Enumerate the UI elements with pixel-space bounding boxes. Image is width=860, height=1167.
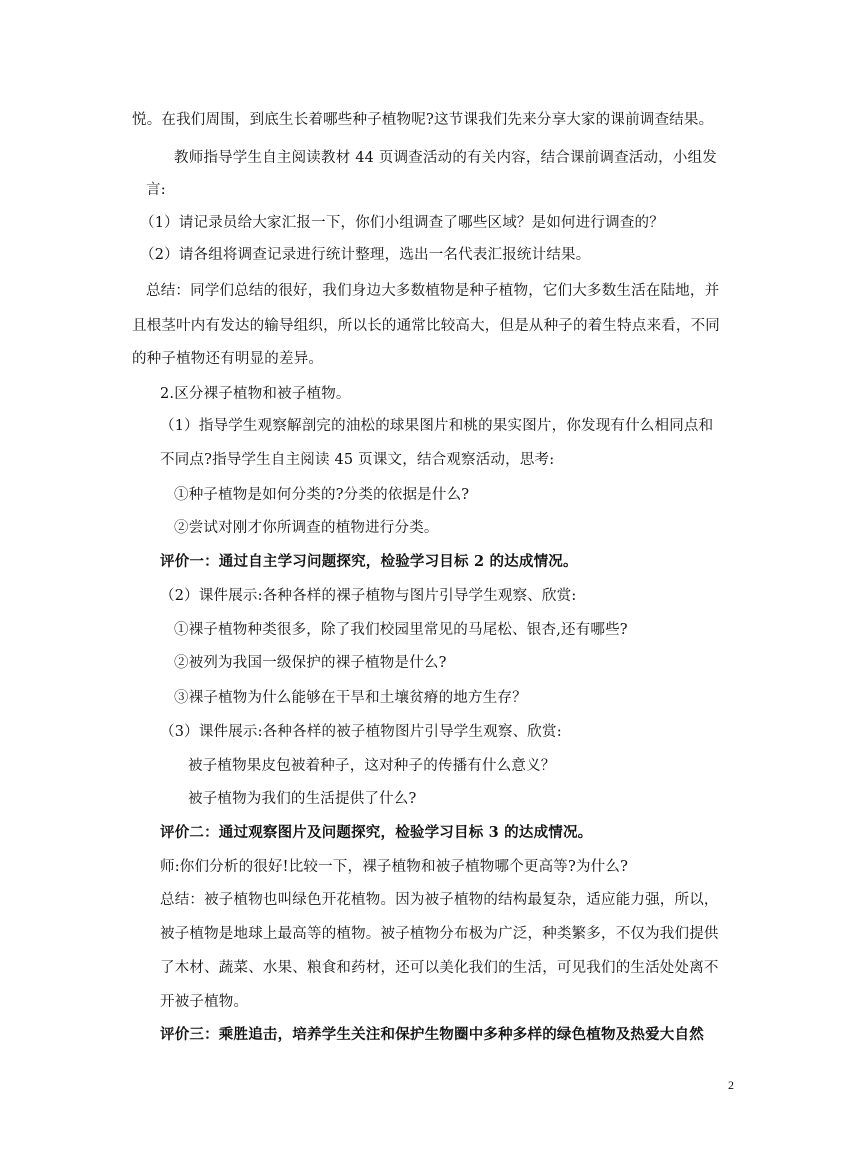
text-line: 总结：同学们总结的很好，我们身边大多数植物是种子植物，它们大多数生活在陆地，并 (146, 283, 720, 299)
text-line: ③裸子植物为什么能够在干旱和土壤贫瘠的地方生存？ (174, 690, 527, 706)
text-line: 被子植物是地球上最高等的植物。被子植物分布极为广泛，种类繁多，不仅为我们提供 (160, 926, 719, 942)
text-line: 教师指导学生自主阅读教材 44 页调查活动的有关内容，结合课前调查活动，小组发 (174, 150, 717, 166)
text-line: 的种子植物还有明显的差异。 (132, 351, 324, 367)
text-line: 被子植物果皮包被着种子，这对种子的传播有什么意义？ (188, 758, 556, 774)
text-line: ②尝试对刚才你所调查的植物进行分类。 (174, 520, 439, 536)
text-line: 总结：被子植物也叫绿色开花植物。因为被子植物的结构最复杂，适应能力强，所以， (160, 892, 719, 908)
text-line: （3）课件展示:各种各样的被子植物图片引导学生观察、欣赏: (160, 724, 562, 740)
text-line: （1）请记录员给大家汇报一下，你们小组调查了哪些区域？是如何进行调查的？ (140, 215, 664, 231)
text-line: ②被列为我国一级保护的裸子植物是什么? (174, 655, 447, 671)
page-number: 2 (728, 1078, 734, 1092)
text-line: 言: (146, 182, 166, 198)
evaluation-heading: 评价三：乘胜追击，培养学生关注和保护生物圈中多种多样的绿色植物及热爱大自然 (160, 1026, 704, 1043)
text-line: 悦。在我们周围，到底生长着哪些种子植物呢?这节课我们先来分享大家的课前调查结果。 (132, 112, 714, 128)
text-line: 且根茎叶内有发达的输导组织，所以长的通常比较高大，但是从种子的着生特点来看，不同 (132, 318, 720, 334)
evaluation-heading: 评价二：通过观察图片及问题探究，检验学习目标 3 的达成情况。 (160, 824, 593, 841)
text-line: 被子植物为我们的生活提供了什么? (188, 791, 417, 807)
text-line: 不同点?指导学生自主阅读 45 页课文，结合观察活动，思考: (160, 452, 555, 468)
text-line: ①裸子植物种类很多，除了我们校园里常见的马尾松、银杏,还有哪些? (174, 622, 628, 638)
text-line: （2）课件展示:各种各样的裸子植物与图片引导学生观察、欣赏: (160, 588, 577, 604)
evaluation-heading: 评价一：通过自主学习问题探究，检验学习目标 2 的达成情况。 (160, 553, 578, 570)
text-line: （1）指导学生观察解剖完的油松的球果图片和桃的果实图片，你发现有什么相同点和 (160, 418, 714, 434)
text-line: 开被子植物。 (160, 994, 249, 1010)
text-line: 了木材、蔬菜、水果、粮食和药材，还可以美化我们的生活，可见我们的生活处处离不 (160, 960, 719, 976)
text-line: 2.区分裸子植物和被子植物。 (160, 386, 351, 402)
text-line: ①种子植物是如何分类的?分类的依据是什么? (174, 487, 470, 503)
text-line: （2）请各组将调查记录进行统计整理，选出一名代表汇报统计结果。 (140, 247, 591, 263)
text-line: 师:你们分析的很好!比较一下，裸子植物和被子植物哪个更高等?为什么? (160, 859, 629, 875)
